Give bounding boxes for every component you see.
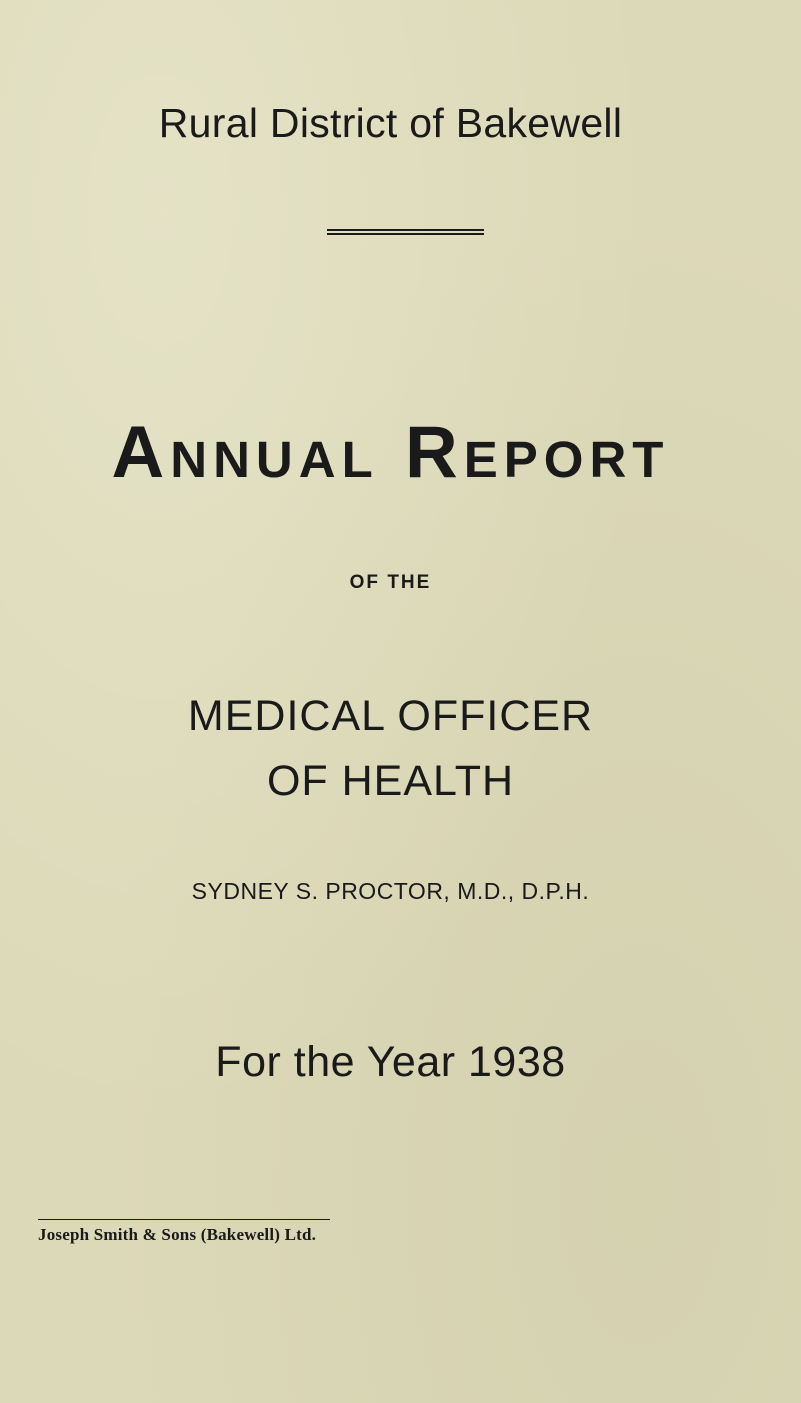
printer-imprint: Joseph Smith & Sons (Bakewell) Ltd. xyxy=(38,1225,317,1244)
title-divider xyxy=(327,229,484,235)
title-connector: OF THE xyxy=(349,572,432,593)
subject-line-2: OF HEALTH xyxy=(266,757,515,805)
report-year: For the Year 1938 xyxy=(215,1038,566,1086)
report-title: Annual Report xyxy=(111,412,670,493)
author-name: SYDNEY S. PROCTOR, M.D., D.P.H. xyxy=(191,878,590,904)
subject-line-1: MEDICAL OFFICER xyxy=(187,692,594,740)
printer-divider xyxy=(38,1219,330,1220)
district-title: Rural District of Bakewell xyxy=(158,100,623,146)
